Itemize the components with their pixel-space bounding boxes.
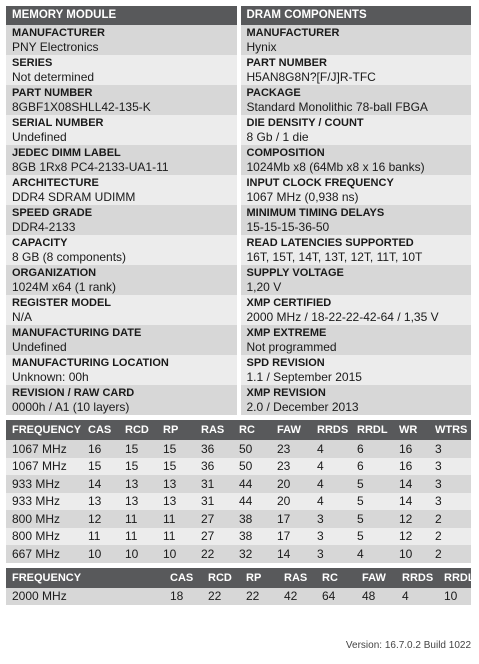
info-label: JEDEC DIMM LABEL [12,147,121,159]
info-label: SERIAL NUMBER [12,117,104,129]
info-value: 1.1 / September 2015 [246,370,362,384]
table-cell: 10 [438,588,471,606]
info-value: 1024Mb x8 (64Mb x8 x 16 banks) [246,160,425,174]
table-row [6,588,471,606]
table-cell: 1067 MHz [6,440,82,458]
table-cell: 50 [233,458,271,476]
table-row [6,458,471,476]
table-cell: 13 [157,493,195,511]
column-header: RRDL [438,568,471,588]
column-header: RRDS [396,568,438,588]
table-cell: 14 [393,493,429,511]
info-value: Not determined [12,70,95,84]
info-value: PNY Electronics [12,40,99,54]
table-cell: 31 [195,493,233,511]
table-cell: 11 [119,510,157,528]
info-value: 1024M x64 (1 rank) [12,280,117,294]
info-label: SPD REVISION [246,357,325,369]
info-row [241,325,472,355]
table-row [6,440,471,458]
info-value: Standard Monolithic 78-ball FBGA [246,100,428,114]
info-value: 1,20 V [246,280,282,294]
info-label: XMP REVISION [246,387,326,399]
table-cell: 5 [351,528,393,546]
info-value: 8 Gb / 1 die [246,130,309,144]
info-row [6,355,237,385]
info-row [6,385,237,415]
table-cell: 2 [429,510,471,528]
info-value: DDR4-2133 [12,220,76,234]
info-value: Hynix [246,40,277,54]
info-row [6,145,237,175]
info-label: MINIMUM TIMING DELAYS [246,207,385,219]
column-header: RRDL [351,420,393,440]
table-cell: 4 [311,440,351,458]
table-cell: 16 [82,440,119,458]
info-label: REGISTER MODEL [12,297,112,309]
table-cell: 10 [157,545,195,563]
info-label: READ LATENCIES SUPPORTED [246,237,414,249]
table-cell: 36 [195,440,233,458]
info-row [6,205,237,235]
table-row [6,475,471,493]
column-header: RCD [202,568,240,588]
memory-module-header: MEMORY MODULE [6,6,237,25]
table-cell: 22 [195,545,233,563]
table-cell: 20 [271,493,311,511]
table-cell: 12 [393,528,429,546]
table-cell: 38 [233,510,271,528]
column-header: FREQUENCY [6,420,82,440]
column-header: CAS [82,420,119,440]
info-label: MANUFACTURER [246,27,340,39]
info-label: REVISION / RAW CARD [12,387,135,399]
info-label: COMPOSITION [246,147,325,159]
info-row [6,325,237,355]
info-row [241,205,472,235]
table-row [6,545,471,563]
table-cell: 48 [356,588,396,606]
table-cell: 2 [429,528,471,546]
info-label: DIE DENSITY / COUNT [246,117,364,129]
info-label: SPEED GRADE [12,207,93,219]
table-cell: 933 MHz [6,475,82,493]
table-cell: 11 [157,510,195,528]
table-cell: 50 [233,440,271,458]
info-row [6,235,237,265]
table-cell: 42 [278,588,316,606]
table-cell: 12 [393,510,429,528]
info-row [6,265,237,295]
table-cell: 15 [157,458,195,476]
info-value: 2000 MHz / 18-22-22-42-64 / 1,35 V [246,310,439,324]
table-cell: 22 [240,588,278,606]
info-value: N/A [12,310,33,324]
table-cell: 32 [233,545,271,563]
table-cell: 18 [164,588,202,606]
table-row [6,510,471,528]
table-cell: 27 [195,528,233,546]
info-value: DDR4 SDRAM UDIMM [12,190,136,204]
info-row [6,175,237,205]
column-header: FAW [356,568,396,588]
table-cell: 4 [311,458,351,476]
spd-report [6,6,475,605]
table-cell: 44 [233,475,271,493]
info-row [241,175,472,205]
dram-components-header: DRAM COMPONENTS [241,6,472,25]
info-label: PACKAGE [246,87,301,99]
info-value: Undefined [12,130,67,144]
column-header: CAS [164,568,202,588]
info-row [6,115,237,145]
info-row [241,265,472,295]
info-label: MANUFACTURING LOCATION [12,357,169,369]
info-value: 8GB 1Rx8 PC4-2133-UA1-11 [12,160,169,174]
info-row [241,85,472,115]
table-cell: 11 [119,528,157,546]
table-cell: 10 [119,545,157,563]
info-label: CAPACITY [12,237,68,249]
table-cell: 15 [82,458,119,476]
column-header: RCD [119,420,157,440]
info-label: MANUFACTURING DATE [12,327,142,339]
table-cell: 800 MHz [6,528,82,546]
info-row [241,355,472,385]
table-cell: 64 [316,588,356,606]
info-value: Unknown: 00h [12,370,89,384]
info-value: 1067 MHz (0,938 ns) [246,190,359,204]
info-label: SERIES [12,57,53,69]
table-cell: 23 [271,458,311,476]
table-cell: 3 [429,475,471,493]
info-value: H5AN8G8N?[F/J]R-TFC [246,70,376,84]
info-value: Not programmed [246,340,337,354]
table-cell: 44 [233,493,271,511]
info-row [241,295,472,325]
table-cell: 38 [233,528,271,546]
table-cell: 2000 MHz [6,588,82,606]
table-cell: 10 [82,545,119,563]
table-cell: 3 [311,545,351,563]
table-cell: 13 [157,475,195,493]
table-cell: 6 [351,440,393,458]
table-cell: 15 [119,440,157,458]
table-cell: 2 [429,545,471,563]
table-cell: 933 MHz [6,493,82,511]
table-cell: 4 [351,545,393,563]
column-header: RP [240,568,278,588]
info-label: PART NUMBER [12,87,93,99]
column-header [82,568,164,588]
info-label: XMP CERTIFIED [246,297,332,309]
table-cell: 4 [311,475,351,493]
table-cell: 27 [195,510,233,528]
table-cell: 15 [119,458,157,476]
table-cell [82,588,164,606]
table-cell: 11 [82,528,119,546]
info-row [6,25,237,55]
column-header: RC [316,568,356,588]
table-cell: 5 [351,475,393,493]
info-value: 0000h / A1 (10 layers) [12,400,130,414]
table-cell: 17 [271,510,311,528]
table-cell: 12 [82,510,119,528]
table-cell: 22 [202,588,240,606]
info-label: ARCHITECTURE [12,177,99,189]
table-cell: 14 [393,475,429,493]
table-cell: 4 [396,588,438,606]
table-cell: 13 [119,493,157,511]
info-value: 8GBF1X08SHLL42-135-K [12,100,151,114]
column-header: RP [157,420,195,440]
table-cell: 17 [271,528,311,546]
timing-table [6,420,471,563]
xmp-timing-table [6,568,475,606]
info-row [241,55,472,85]
info-label: XMP EXTREME [246,327,327,339]
table-cell: 5 [351,493,393,511]
table-cell: 3 [311,510,351,528]
table-cell: 13 [119,475,157,493]
table-cell: 14 [82,475,119,493]
memory-module-column [6,6,237,415]
table-row [6,528,471,546]
info-row [6,55,237,85]
table-cell: 3 [311,528,351,546]
table-cell: 31 [195,475,233,493]
column-header: RAS [278,568,316,588]
table-cell: 36 [195,458,233,476]
info-value: 15-15-15-36-50 [246,220,330,234]
table-cell: 1067 MHz [6,458,82,476]
info-row [241,145,472,175]
column-header: RC [233,420,271,440]
table-cell: 14 [271,545,311,563]
table-cell: 10 [393,545,429,563]
table-cell: 4 [311,493,351,511]
table-cell: 3 [429,458,471,476]
info-label: MANUFACTURER [12,27,105,39]
info-label: PART NUMBER [246,57,327,69]
table-cell: 5 [351,510,393,528]
table-cell: 667 MHz [6,545,82,563]
table-cell: 800 MHz [6,510,82,528]
column-header: WTRS [429,420,471,440]
info-value: Undefined [12,340,67,354]
info-columns [6,6,471,415]
info-label: ORGANIZATION [12,267,97,279]
table-row [6,493,471,511]
version-label: Version: 16.7.0.2 Build 1022 [345,640,471,651]
xmp-header-row [6,568,471,588]
info-row [241,385,472,415]
table-cell: 11 [157,528,195,546]
info-row [241,115,472,145]
table-cell: 20 [271,475,311,493]
dram-components-column [241,6,472,415]
column-header: RRDS [311,420,351,440]
table-cell: 15 [157,440,195,458]
info-label: INPUT CLOCK FREQUENCY [246,177,394,189]
info-row [6,295,237,325]
info-label: SUPPLY VOLTAGE [246,267,344,279]
table-cell: 13 [82,493,119,511]
table-cell: 16 [393,458,429,476]
info-value: 2.0 / December 2013 [246,400,359,414]
table-cell: 3 [429,440,471,458]
table-cell: 23 [271,440,311,458]
info-value: 8 GB (8 components) [12,250,127,264]
info-value: 16T, 15T, 14T, 13T, 12T, 11T, 10T [246,250,423,264]
column-header: FREQUENCY [6,568,82,588]
table-cell: 3 [429,493,471,511]
column-header: WR [393,420,429,440]
column-header: RAS [195,420,233,440]
info-row [241,25,472,55]
column-header: FAW [271,420,311,440]
table-cell: 16 [393,440,429,458]
table-cell: 6 [351,458,393,476]
info-row [241,235,472,265]
info-row [6,85,237,115]
timing-header-row [6,420,471,440]
